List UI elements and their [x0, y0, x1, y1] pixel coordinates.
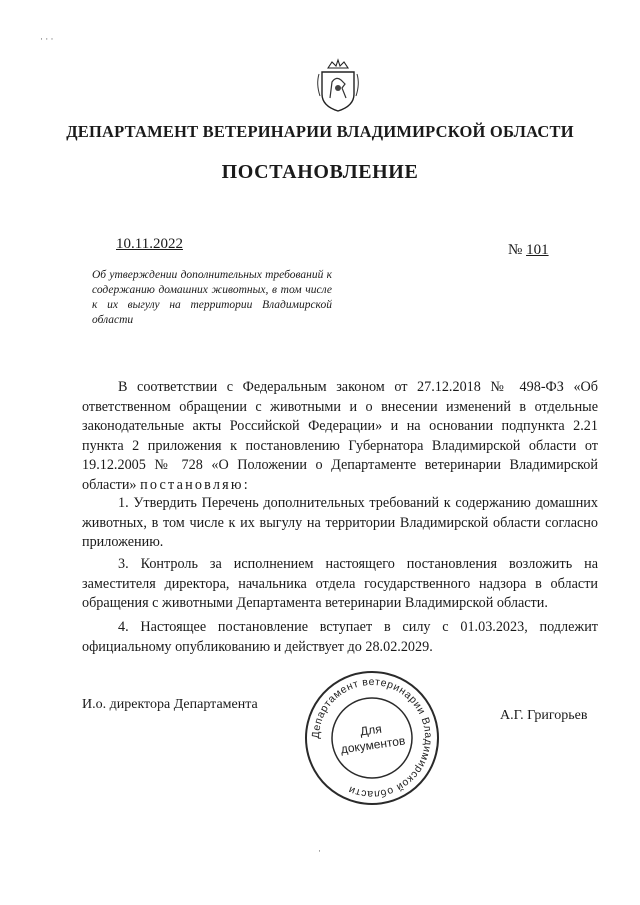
resolution-word: постановляю: [140, 476, 250, 493]
clause-1: 1. Утвердить Перечень дополнительных требований к содержанию домашних животных, в том числе к их выгулу на территории Владимирской области согласно приложению. [82, 495, 598, 550]
signer-name: А.Г. Григорьев [500, 708, 588, 723]
document-date: 10.11.2022 [116, 236, 183, 252]
document-subject: Об утверждении дополнительных требований к содержанию домашних животных, в том числе к их выгулу на территории Владимирской области [92, 269, 332, 326]
department-title: ДЕПАРТАМЕНТ ВЕТЕРИНАРИИ ВЛАДИМИРСКОЙ ОБЛАСТИ [66, 122, 574, 141]
stamp-ring-text: Департамент ветеринарии Владимирской области [309, 675, 435, 801]
document-number [508, 242, 549, 259]
footer-mark: · [318, 846, 321, 856]
coat-of-arms-icon [314, 58, 362, 114]
preamble-paragraph [82, 378, 598, 495]
number-label: № [508, 242, 523, 258]
number-value: 101 [526, 242, 549, 258]
official-stamp [300, 666, 444, 810]
document-type-title: ПОСТАНОВЛЕНИЕ [221, 161, 419, 183]
signer-role: И.о. директора Департамента [82, 697, 258, 712]
clause-3: 3. Контроль за исполнением настоящего постановления возложить на заместителя директора, начальника отдела государственного надзора в области обращения с животными Департамента ветеринарии Владимирской области. [82, 556, 598, 611]
stamp-center-line-1: Для [359, 721, 383, 739]
clause-4: 4. Настоящее постановление вступает в силу с 01.03.2023, подлежит официальному опубликованию и действует до 28.02.2029. [82, 619, 598, 655]
stamp-center-line-2: документов [339, 733, 407, 757]
preamble-text: В соответствии с Федеральным законом от 27.12.2018 № 498-ФЗ «Об ответственном обращении с животными и о внесении изменений в отдельные законодательные акты Российской Федерации» и на основании подпункта 2.21 пункта 2 приложения к постановлению Губернатора Владимирской области от 19.12.2005 № 728 «О Положении о Департаменте ветеринарии Владимирской области» [82, 379, 598, 493]
corner-marks: · · · [40, 34, 54, 44]
